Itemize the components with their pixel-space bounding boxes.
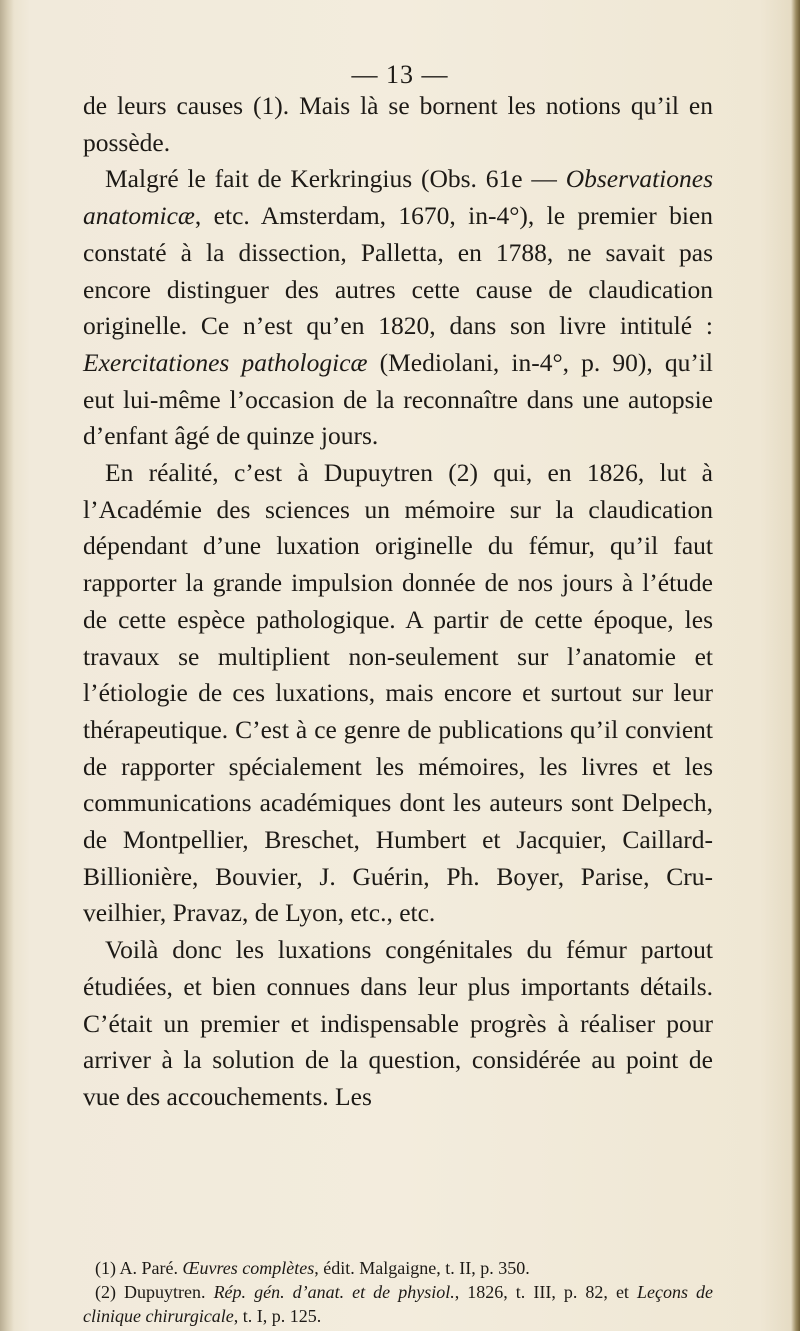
binding-edge — [0, 0, 14, 1331]
text-segment: (2) Dupuytren. — [95, 1282, 214, 1302]
text-segment: (Mediolani, in-4°, p. 90), qu’il eut lui-même l’occasion de la reconnaître dans une autopsie d’enfant âgé de quinze jours. — [83, 347, 714, 451]
text-segment: , 1826, t. III, p. 82, et — [454, 1282, 637, 1302]
text-segment: , édit. Malgaigne, t. II, p. 350. — [314, 1258, 530, 1278]
italic-text: Œuvres complètes — [182, 1258, 315, 1278]
page-number: — 13 — — [351, 60, 449, 89]
italic-text: Rép. gén. d’anat. et de physiol. — [213, 1282, 455, 1302]
italic-text: Leçons de clinique chirurgicale — [83, 1282, 714, 1326]
paragraph — [83, 455, 713, 932]
text-segment: En réalité, c’est à Dupuytren (2) qui, en 1826, lut à l’Académie des sciences un mémoire sur la claudication dépendant d’une luxation originelle du fémur, qu’il faut rapporter la grande impulsion donnée de nos jours à l’étude de cette espèce pathologique. A partir de cette époque, les travaux se multiplient non-seulement sur l’anatomie et l’étiologie de ces luxations, mais encore et surtout sur leur thérapeutique. C’est à ce genre de publications qu’il convient de rapporter spécialement les mémoires, les livres et les communications académiques dont les auteurs sont Delpech, de Montpellier, Breschet, Humbert et Jacquier, Caillard-Billionière, Bouvier, J. Guérin, Ph. Boyer, Parise, Cruveilhier, Pravaz, de Lyon, etc., etc. — [83, 458, 713, 928]
footnote — [83, 1256, 713, 1280]
footnote — [83, 1280, 713, 1328]
text-segment: de leurs causes (1). Mais là se bornent les notions qu’il en possède. — [83, 91, 713, 157]
body-text — [83, 88, 713, 1116]
footnotes — [83, 1256, 713, 1328]
paragraph — [83, 88, 713, 161]
page-edge — [791, 0, 800, 1331]
text-segment: (1) A. Paré. — [95, 1258, 183, 1278]
paragraph — [83, 932, 713, 1116]
italic-text: Observationes anatomicæ — [83, 164, 713, 231]
text-segment: Voilà donc les luxations congénitales du fémur partout étudiées, et bien connues dans leur plus importants détails. C’était un premier et indispensable progrès à réaliser pour arriver à la solution de la question, considérée au point de vue des accouchements. Les — [83, 935, 713, 1111]
text-segment: Malgré le fait de Kerkringius (Obs. 61e — — [105, 164, 566, 194]
text-segment: , etc. Amsterdam, 1670, in-4°), le premier bien constaté à la dissection, Palletta, en 1788, ne savait pas encore distinguer des autres cette cause de claudication originelle. Ce n’est qu’en 1820, dans son livre intitulé : — [83, 201, 713, 341]
italic-text: Exercitationes pathologicæ — [83, 347, 368, 377]
text-segment: , t. I, p. 125. — [233, 1306, 322, 1326]
paragraph — [83, 161, 713, 455]
